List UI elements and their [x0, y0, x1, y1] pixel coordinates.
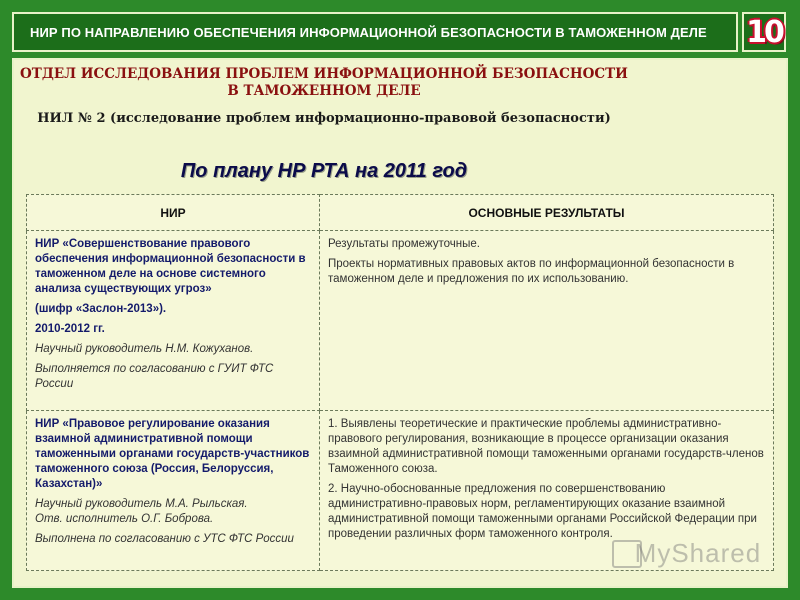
column-header-nir: НИР: [27, 195, 320, 231]
slide-number: 10: [746, 14, 782, 50]
content-panel: [12, 58, 788, 588]
nir-cell: [27, 231, 320, 411]
result-item: 2. Научно-обоснованные предложения по совершенствованию административно-правовых норм, регламентирующих оказание взаимной административной помощи таможенными органами Российской Федерации при проведении различных форм таможенного контроля.: [328, 483, 757, 540]
nil-title: НИЛ № 2 (исследование проблем информационно-правовой безопасности): [37, 111, 611, 126]
nir-agreement: Выполнена по согласованию с УТС ФТС России: [35, 533, 294, 545]
nir-cell: [27, 411, 320, 571]
nir-agreement: Выполняется по согласованию с ГУИТ ФТС России: [35, 363, 274, 390]
watermark-label: MyShared: [634, 538, 762, 568]
header-bar: [12, 12, 738, 52]
result-item: 1. Выявлены теоретические и практические проблемы административно-правового регулирования, возникающие в процессе организации оказания взаимной административной помощи таможенными органами государств-членов Таможенного союза.: [328, 418, 764, 475]
table-row: [27, 231, 774, 411]
header-title: НИР ПО НАПРАВЛЕНИЮ ОБЕСПЕЧЕНИЯ ИНФОРМАЦИОННОЙ БЕЗОПАСНОСТИ В ТАМОЖЕННОМ ДЕЛЕ: [30, 24, 707, 40]
plan-title: По плану НР РТА на 2011 год: [180, 160, 468, 182]
nir-supervisor: Научный руководитель Н.М. Кожуханов.: [35, 343, 254, 355]
nir-title: НИР «Правовое регулирование оказания взаимной административной помощи таможенными органами государств-участников таможенного союза (Россия, Белоруссия, Казахстан)»: [35, 418, 310, 490]
department-title-line1: ОТДЕЛ ИССЛЕДОВАНИЯ ПРОБЛЕМ ИНФОРМАЦИОННОЙ БЕЗОПАСНОСТИ: [20, 66, 628, 82]
watermark-text: [610, 538, 761, 569]
column-header-results: ОСНОВНЫЕ РЕЗУЛЬТАТЫ: [320, 195, 774, 231]
slide-number-badge: [742, 12, 786, 52]
result-item: Проекты нормативных правовых актов по информационной безопасности в таможенном деле и предложения по их использованию.: [328, 258, 735, 285]
nir-years: 2010-2012 гг.: [35, 323, 105, 335]
table-header-row: [27, 195, 774, 231]
nir-code: (шифр «Заслон-2013»).: [35, 303, 167, 315]
department-title-line2: В ТАМОЖЕННОМ ДЕЛЕ: [227, 83, 421, 99]
result-item: Результаты промежуточные.: [328, 238, 481, 250]
nir-supervisor: Научный руководитель М.А. Рыльская.: [35, 498, 248, 510]
nir-title: НИР «Совершенствование правового обеспечения информационной безопасности в таможенном деле на основе системного анализа существующих угроз»: [35, 238, 306, 295]
department-title: [14, 66, 634, 100]
results-cell: [320, 231, 774, 411]
nir-executor: Отв. исполнитель О.Г. Боброва.: [35, 513, 214, 525]
research-table: [26, 194, 774, 571]
